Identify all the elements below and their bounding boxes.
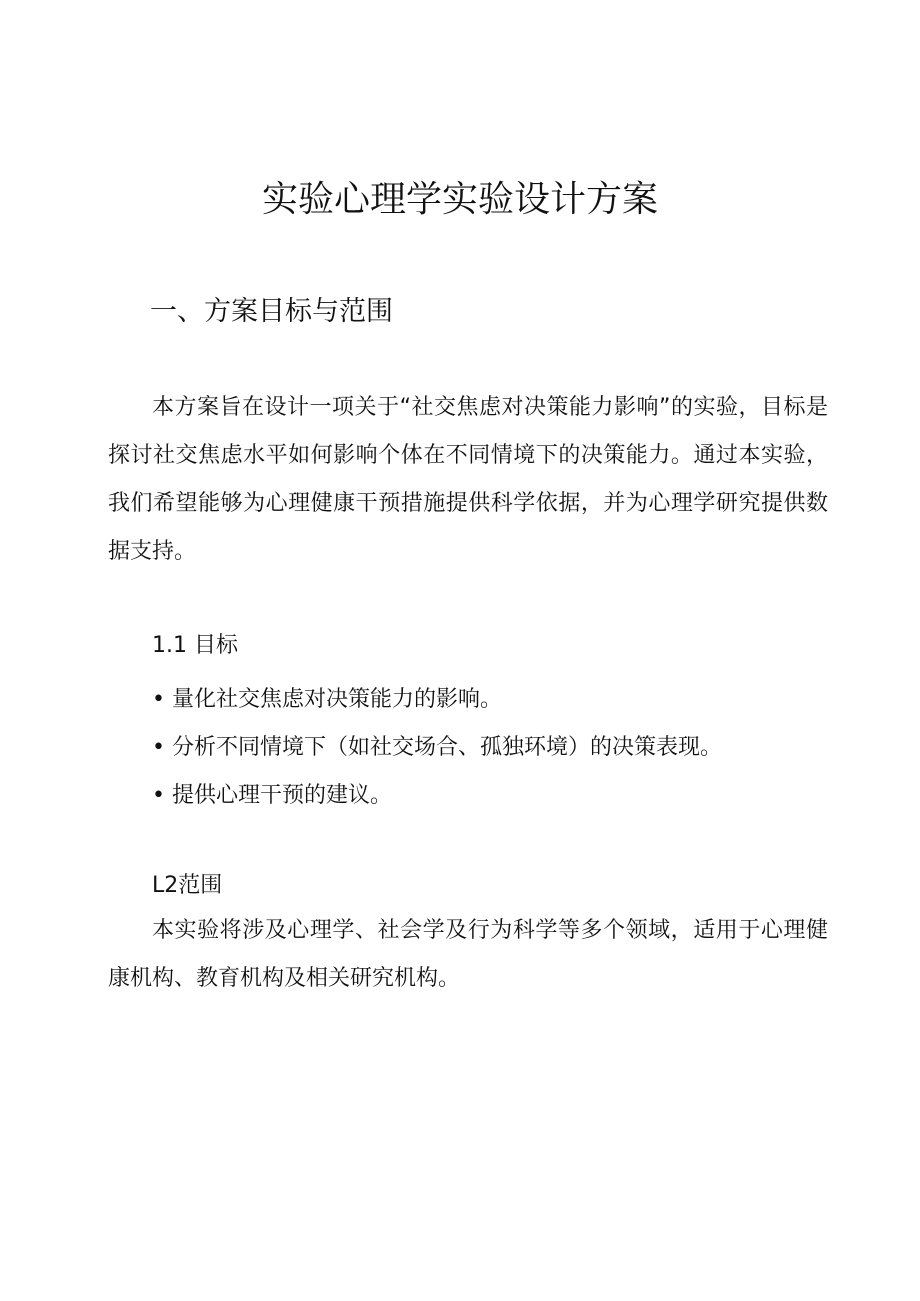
list-item-text: 分析不同情境下（如社交场合、孤独环境）的决策表现。 xyxy=(172,735,723,760)
list-item-text: 量化社交焦虑对决策能力的影响。 xyxy=(172,687,503,712)
goals-list xyxy=(152,676,722,820)
list-item xyxy=(152,676,722,724)
document-title: 实验心理学实验设计方案 xyxy=(261,179,658,220)
bullet-icon: • xyxy=(152,735,165,760)
goals-heading: 1.1 目标 xyxy=(152,633,238,658)
list-item xyxy=(152,724,722,772)
intro-paragraph: 本方案旨在设计一项关于“社交焦虑对决策能力影响”的实验，目标是探讨社交焦虑水平如何影响个体在不同情境下的决策能力。通过本实验，我们希望能够为心理健康干预措施提供科学依据，并为心理学研究提供数据支持。 xyxy=(108,395,828,564)
list-item-text: 提供心理干预的建议。 xyxy=(172,783,393,808)
section-heading: 一、方案目标与范围 xyxy=(150,296,393,327)
list-item xyxy=(152,772,722,820)
scope-heading: L2范围 xyxy=(152,873,223,898)
bullet-icon: • xyxy=(152,687,165,712)
bullet-icon: • xyxy=(152,783,165,808)
scope-paragraph: 本实验将涉及心理学、社会学及行为科学等多个领域，适用于心理健康机构、教育机构及相关研究机构。 xyxy=(108,918,828,991)
